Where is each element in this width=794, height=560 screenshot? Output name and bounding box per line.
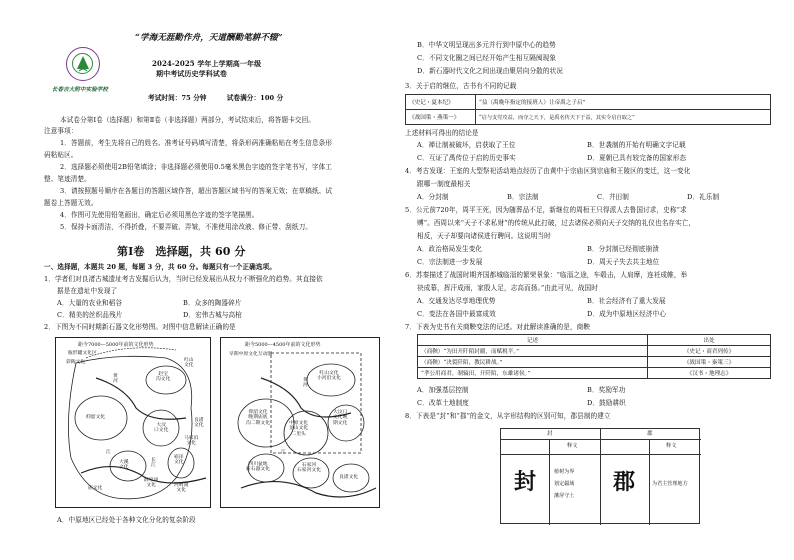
q7-table	[417, 334, 771, 379]
school-seal-logo	[66, 47, 100, 81]
q6-option-c[interactable]: C．变法在各国中最富成效	[417, 310, 496, 318]
map-1-label: 江	[106, 450, 111, 455]
q7-source: 《战国策・秦策三》	[648, 357, 771, 368]
q8-shiwen-feng: 释文	[567, 443, 578, 449]
map-2-label: 红山文化 小河沿文化	[317, 371, 341, 382]
notice-heading: 注意事项：	[44, 127, 78, 135]
q6-option-b[interactable]: B．社会经济有了重大发展	[587, 297, 666, 305]
map-1-title: 距今7000—5000年前的文化形势	[78, 342, 154, 348]
q7-record: “孝公用商君，制辕田，开阡陌，东雄诸侯。”	[418, 368, 648, 379]
map-2-label: 黄 河	[303, 378, 308, 389]
q7-header-record: 记述	[418, 335, 648, 346]
q1-stem-2: 据是在遗址中发现了	[57, 287, 118, 295]
q5-option-a[interactable]: A．政治格局发生变化	[417, 245, 483, 253]
exam-info: 考试时间：75 分钟 试卷满分：100 分	[148, 94, 284, 102]
notice-3b: 题卷上答题无效。	[44, 199, 98, 207]
school-name: 长春吉大附中实验学校	[52, 87, 109, 93]
q4-option-a[interactable]: A．分封制	[417, 193, 449, 201]
map-1-label: 赵宝 沟文化	[156, 372, 171, 383]
table-row	[406, 110, 771, 125]
q8-header-feng: 封	[547, 431, 553, 437]
neolithic-map-1	[55, 337, 211, 508]
feng-bronze-glyph: 封	[514, 469, 537, 495]
map-2-label: 石家河 石家河文化	[297, 463, 321, 474]
q2-option-a[interactable]: A．中原地区已经处于各种文化分化的复杂阶段	[57, 516, 196, 524]
q2-option-b[interactable]: B．中华文明呈现出多元并行到中原中心的趋势	[417, 41, 556, 49]
exam-title-1: 2024-2025 学年上学期高一年级	[152, 59, 262, 68]
map-1-label: 彩陶文化	[66, 360, 86, 365]
q3-quote: “益（禹晚年指定的接班人）让帝禹之子启”	[476, 95, 771, 110]
table-header-row	[418, 335, 771, 346]
jun-desc: 为君主管理地方	[652, 481, 688, 487]
notice-1b: 码粘贴区。	[44, 151, 78, 159]
section-1-title: 第Ⅰ卷 选择题，共 60 分	[117, 245, 246, 258]
feng-desc-2: 划定疆域	[554, 481, 575, 487]
q3-option-a[interactable]: A．禅让制被破坏，启获取了王位	[417, 141, 516, 149]
q1-option-b[interactable]: B．众多的陶器碎片	[183, 299, 242, 307]
q7-option-b[interactable]: B．奖励军功	[587, 386, 626, 394]
q8-header-jun: 郡	[647, 431, 653, 437]
q4-stem-2: 跟哪一制度最相关	[417, 180, 471, 188]
q3-source: 《史记・夏本纪》	[406, 95, 476, 110]
q1-option-c[interactable]: C．精美的丝织品残片	[57, 311, 123, 319]
feng-desc-3: 藩屏守土	[554, 493, 575, 499]
jun-bronze-glyph: 郡	[613, 469, 636, 495]
table-row	[406, 95, 771, 110]
map-1-label: 马家浜 文化	[184, 436, 199, 447]
motto: “学海无涯勤作舟，天道酬勤笔耕不辍”	[135, 33, 283, 43]
q6-option-a[interactable]: A．交通发达尽享地理优势	[417, 297, 496, 305]
notice-5: 5．保持卡面清洁，不得折叠，不要弄破、弄皱，不准使用涂改液、修正带、刮纸刀。	[60, 223, 312, 231]
q3-stem: 3．关于启的继位，古书有不同的记载	[405, 82, 517, 90]
map-1-label: 薛家岗 文化	[144, 478, 159, 489]
map-2-label: 大汶口 文化晚 期文化	[333, 410, 348, 426]
q4-option-c[interactable]: C．井田制	[597, 193, 629, 201]
intro-line: 本试卷分第Ⅰ卷（选择题）和第Ⅱ卷（非选择题）两部分，考试结束后，将答题卡交回。	[60, 116, 315, 124]
table-row	[418, 346, 771, 357]
q8-table	[500, 428, 700, 524]
map-1-label: 大汶 口文化	[154, 423, 169, 434]
map-1-label: 瓶形罐文化区	[68, 351, 97, 356]
map-1-label: 崧泽 文化	[174, 455, 184, 466]
q3-follow: 上述材料可得出的结论是	[405, 129, 479, 137]
table-row	[418, 368, 771, 379]
q1-option-d[interactable]: D．宏伟古城与高棺	[183, 311, 242, 319]
q7-option-d[interactable]: D．鼓励耕织	[587, 399, 626, 407]
q4-option-b[interactable]: B．宗法制	[507, 193, 539, 201]
q7-record: （商鞅）“为田开阡陌封疆，而赋税平。”	[418, 346, 648, 357]
notice-3a: 3．请按照题号顺序在各题目的答题区域作答，超出答题区域书写的答案无效；在草稿纸、试	[60, 187, 333, 195]
map-1-label: 河姆渡 文化	[174, 483, 189, 494]
exam-title-2: 期中考试历史学科试卷	[156, 69, 227, 78]
table-row	[418, 357, 771, 368]
map-1-label: 黄 河	[113, 374, 118, 385]
map-1-label: 长 江	[151, 458, 156, 469]
q5-stem-3: 相反，天子却要向诸侯进行聘问。这说明当时	[417, 232, 551, 240]
q5-option-d[interactable]: D．周天子失去共主地位	[587, 258, 660, 266]
right-page	[397, 0, 794, 560]
q3-table	[405, 94, 771, 125]
map-2-label: 仰韶文化 晚期庙底 沟二期文化	[246, 410, 270, 426]
map-1-label: 良渚 文化	[194, 418, 204, 429]
q7-header-source: 出处	[648, 335, 771, 346]
q3-option-c[interactable]: C．互证了禹传位于启的历史事实	[417, 154, 516, 162]
map-2-label: 四川盆地 新石器文化	[246, 462, 270, 473]
q3-option-b[interactable]: B．世袭制的开始有明确文字记载	[587, 141, 686, 149]
q4-option-d[interactable]: D．礼乐制	[687, 193, 720, 201]
feng-desc-1: 植树为界	[554, 469, 575, 475]
q5-stem-2: 赙”。西周以来“天子不求私财”的传统从此打破，过去诸侯必须向天子交纳的礼仪也名存实亡，	[417, 219, 696, 227]
q4-stem-1: 4．考古发现：王室的大型祭祀活动地点经历了由黄中于宗庙区到宗庙和王陵区的变迁，这一变化	[405, 167, 691, 175]
q7-stem: 7．下表为史书有关商鞅变法的记述。对此解读准确的是，商鞅	[405, 323, 591, 331]
q5-stem-1: 5．公元前720年，周平王死，因为随葬品不足，新继位的周桓王只得派人去鲁国讨求，史称“求	[405, 206, 687, 214]
q8-stem: 8．下表是“封”和“郡”的金文，从字形结构的区别可知，郡县制的建立	[405, 412, 611, 420]
q2-option-c[interactable]: C．不同文化圈之间已经开始产生相互隔阂现象	[417, 54, 557, 62]
map-2-label: 江	[281, 450, 286, 455]
notice-4: 4．作图可先使用铅笔画出，确定后必须用黑色字迹的签字笔描黑。	[60, 211, 259, 219]
q1-option-a[interactable]: A．大量的农业和稻谷	[57, 299, 123, 307]
q6-option-d[interactable]: D．成为中原地区经济中心	[587, 310, 667, 318]
map-2-title: 距今5000—4500年前的文化形势	[245, 342, 321, 348]
q2-option-d[interactable]: D．新石器时代文化之间出现由聚居向分散的状况	[417, 67, 563, 75]
map-2-label: 中原文化 龙山文化 二里头	[289, 421, 309, 437]
map-2-label: 早期中原文化互动圈	[229, 352, 273, 357]
q8-shiwen-jun: 释文	[666, 443, 677, 449]
q3-source: 《战国策・燕策一》	[406, 110, 476, 125]
map-1-label: 仰韶文化	[86, 415, 106, 420]
q3-option-d[interactable]: D．夏朝已具有较完备的国家形态	[587, 154, 687, 162]
q5-option-b[interactable]: B．分封制已经彻底崩溃	[587, 245, 659, 253]
q7-option-a[interactable]: A．加强基层控制	[417, 386, 469, 394]
map-1-label: 大溪 文化	[119, 460, 129, 471]
notice-2b: 整、笔迹清楚。	[44, 175, 91, 183]
map-1-label: 红山 文化	[184, 358, 194, 369]
neolithic-map-2	[220, 337, 380, 508]
q6-stem-2: 袂成幕，挥汗成雨，家殷人足，志高而扬。”由此可见，战国时	[417, 284, 598, 292]
q2-stem: 2．下图为不同时期新石器文化形势图。对图中信息解读正确的是	[44, 323, 236, 331]
q1-stem-1: 1．学者们对良渚古城遗址考古发掘后认为，当时已经发展出从权力不断强化的趋势。其直接依	[44, 275, 323, 283]
q7-option-c[interactable]: C．改革土地制度	[417, 399, 470, 407]
section-1-instructions: 一、选择题，本题共 20 题，每题 3 分，共 60 分。每题只有一个正确选项。	[44, 263, 276, 271]
map-2-label: 良渚文化	[339, 475, 359, 480]
q3-quote: “启与支党攻益，而夺之天下，是禹名传天下于益，其实令启自取之”	[476, 110, 771, 125]
notice-1a: 1．答题前，考生先将自己的姓名、准考证号码填写清楚，将条形码准确粘贴在考生信息条形	[60, 139, 333, 147]
map-1-label: 庙文化	[88, 486, 103, 491]
q5-option-c[interactable]: C．宗法制进一步发展	[417, 258, 483, 266]
q7-source: 《汉书・地理志》	[648, 368, 771, 379]
q7-record: （商鞅）“决裂阡陌，教民耕战。”	[418, 357, 648, 368]
q7-source: 《史记・商君列传》	[648, 346, 771, 357]
notice-2a: 2．选择题必须使用2B铅笔填涂；非选择题必须使用0.5毫米黑色字迹的签字笔书写，字体工	[60, 163, 332, 171]
q6-stem-1: 6．苏秦描述了战国时期齐国都城临淄的繁荣景象：“临淄之途，车毂击，人肩摩，连衽成帷，举	[405, 271, 688, 279]
